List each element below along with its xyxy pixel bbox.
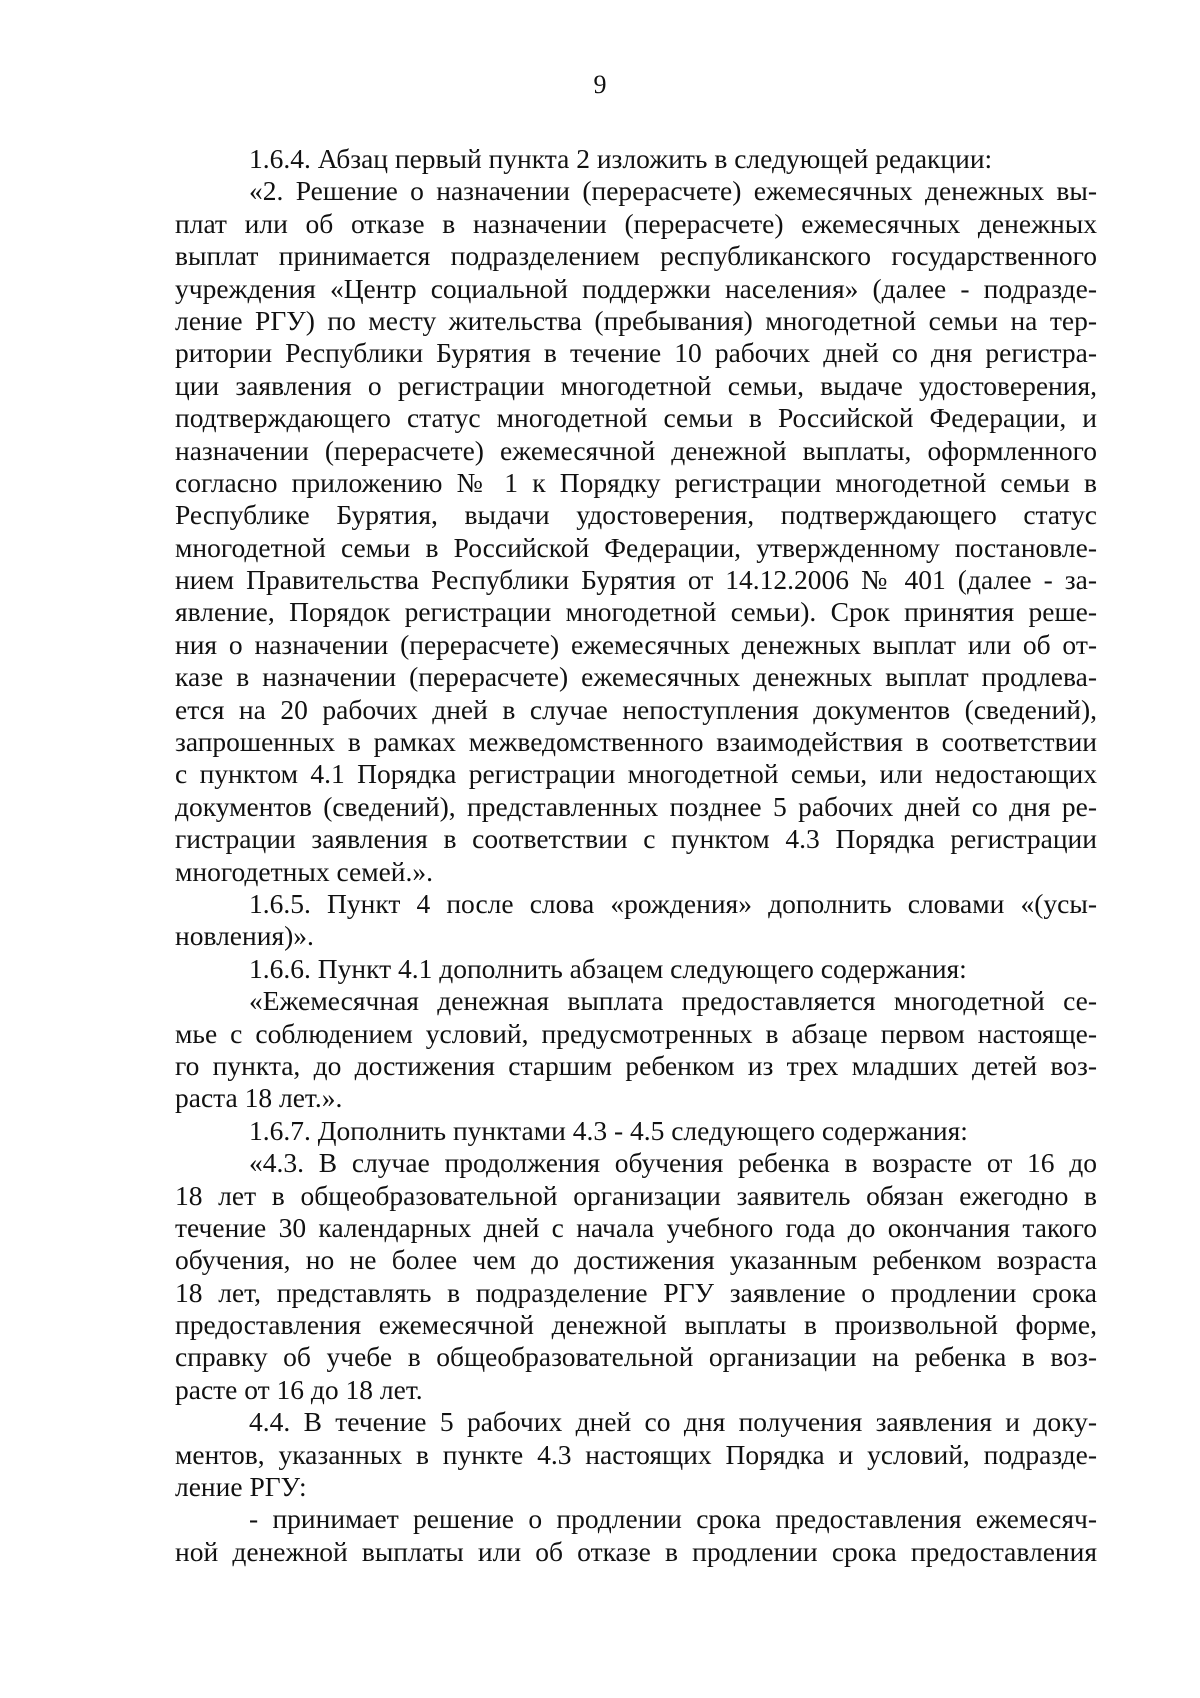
text-line: многодетной семьи в Российской Федерации, утвержденному постановле- [175,531,1097,563]
text-line: обучения, но не более чем до достижения указанным ребенком возраста [175,1244,1097,1276]
text-line: назначении (перерасчете) ежемесячной денежной выплаты, оформленного [175,434,1097,466]
text-line: ритории Республики Бурятия в течение 10 рабочих дней со дня регистра- [175,337,1097,369]
text-line: го пункта, до достижения старшим ребенком из трех младших детей воз- [175,1049,1097,1081]
text-line: Республике Бурятия, выдачи удостоверения, подтверждающего статус [175,499,1097,531]
text-line: 18 лет в общеобразовательной организации заявитель обязан ежегодно в [175,1179,1097,1211]
text-line: мье с соблюдением условий, предусмотренных в абзаце первом настояще- [175,1017,1097,1049]
text-line: с пунктом 4.1 Порядка регистрации многодетной семьи, или недостающих [175,758,1097,790]
text-line: подтверждающего статус многодетной семьи в Российской Федерации, и [175,402,1097,434]
text-line: явление, Порядок регистрации многодетной семьи). Срок принятия реше- [175,596,1097,628]
text-line: документов (сведений), представленных позднее 5 рабочих дней со дня ре- [175,790,1097,822]
text-line: выплат принимается подразделением республиканского государственного [175,240,1097,272]
text-line: плат или об отказе в назначении (перерасчете) ежемесячных денежных [175,207,1097,239]
text-line: ции заявления о регистрации многодетной семьи, выдаче удостоверения, [175,369,1097,401]
text-line: «2. Решение о назначении (перерасчете) ежемесячных денежных вы- [249,175,1097,207]
text-line: 18 лет, представлять в подразделение РГУ заявление о продлении срока [175,1276,1097,1308]
text-line: раста 18 лет.». [175,1082,343,1114]
text-line: многодетных семей.». [175,855,434,887]
text-line: ление РГУ) по месту жительства (пребывания) многодетной семьи на тер- [175,304,1097,336]
text-line: предоставления ежемесячной денежной выплаты в произвольной форме, [175,1309,1097,1341]
text-line: «Ежемесячная денежная выплата предоставляется многодетной се- [249,985,1097,1017]
document-body [175,143,1097,1568]
text-line: ется на 20 рабочих дней в случае непоступления документов (сведений), [175,693,1097,725]
text-line: «4.3. В случае продолжения обучения ребенка в возрасте от 16 до [249,1147,1097,1179]
text-line: 1.6.4. Абзац первый пункта 2 изложить в следующей редакции: [249,143,993,174]
text-line: 4.4. В течение 5 рабочих дней со дня получения заявления и доку- [249,1406,1097,1438]
text-line: ной денежной выплаты или об отказе в продлении срока предоставления [175,1535,1097,1567]
page-number: 9 [593,70,607,99]
text-line: учреждения «Центр социальной поддержки населения» (далее - подразде- [175,272,1097,304]
text-line: гистрации заявления в соответствии с пунктом 4.3 Порядка регистрации [175,823,1097,855]
text-line: течение 30 календарных дней с начала учебного года до окончания такого [175,1211,1097,1243]
text-line: казе в назначении (перерасчете) ежемесячных денежных выплат продлева- [175,661,1097,693]
text-line: - принимает решение о продлении срока предоставления ежемесяч- [249,1503,1097,1535]
text-line: 1.6.7. Дополнить пунктами 4.3 - 4.5 следующего содержания: [249,1114,968,1146]
text-line: расте от 16 до 18 лет. [175,1373,423,1405]
text-line: согласно приложению № 1 к Порядку регистрации многодетной семьи в [175,466,1097,498]
text-line: ментов, указанных в пункте 4.3 настоящих Порядка и условий, подразде- [175,1438,1097,1470]
text-line: запрошенных в рамках межведомственного взаимодействия в соответствии [175,726,1097,758]
text-line: нием Правительства Республики Бурятия от 14.12.2006 № 401 (далее - за- [175,564,1097,596]
text-line: ния о назначении (перерасчете) ежемесячных денежных выплат или об от- [175,628,1097,660]
text-line: 1.6.6. Пункт 4.1 дополнить абзацем следующего содержания: [249,952,967,984]
text-line: справку об учебе в общеобразовательной организации на ребенка в воз- [175,1341,1097,1373]
text-line: 1.6.5. Пункт 4 после слова «рождения» дополнить словами «(усы- [249,887,1097,919]
text-line: ление РГУ: [175,1471,307,1503]
text-line: новления)». [175,920,314,952]
